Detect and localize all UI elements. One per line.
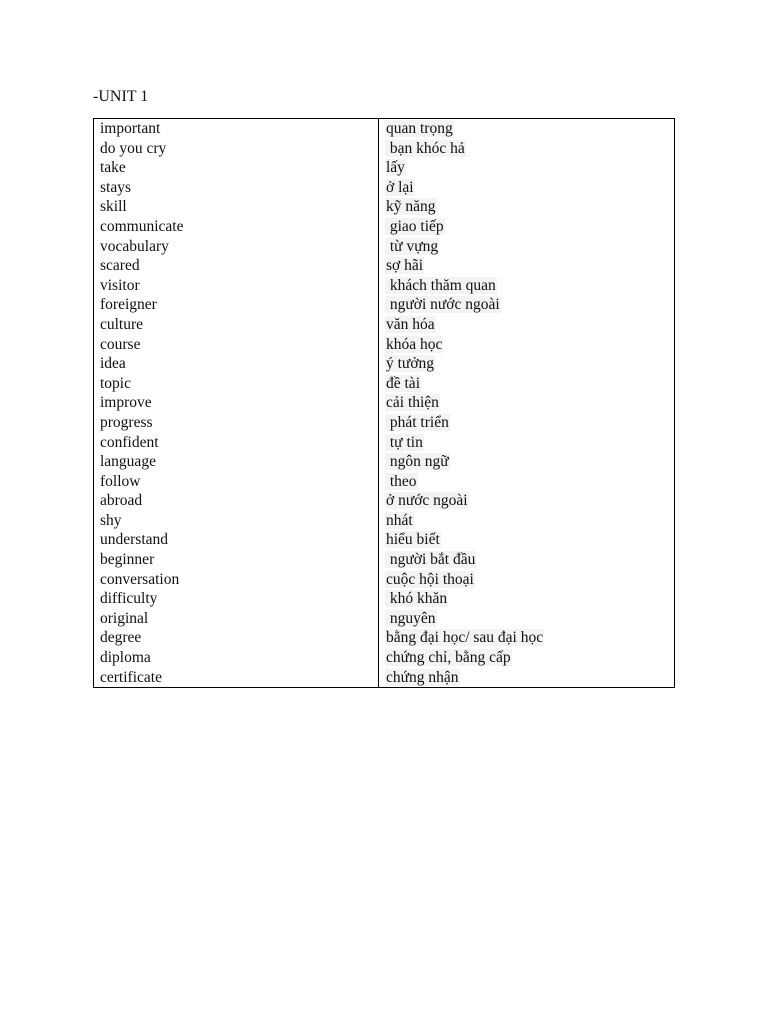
table-row [94, 119, 675, 139]
vietnamese-translation: bằng đại học/ sau đại học [386, 629, 544, 647]
vietnamese-translation: cải thiện [386, 394, 439, 412]
english-word-cell [94, 413, 379, 433]
vietnamese-translation-cell [379, 511, 675, 531]
english-word-cell [94, 139, 379, 159]
table-row [94, 393, 675, 413]
table-row [94, 178, 675, 198]
english-word: skill [100, 198, 127, 216]
english-word-cell [94, 511, 379, 531]
vietnamese-translation-cell [379, 276, 675, 296]
table-row [94, 472, 675, 492]
vietnamese-translation-cell [379, 530, 675, 550]
english-word: conversation [100, 570, 180, 588]
vietnamese-translation: cuộc hội thoại [386, 570, 474, 588]
vietnamese-translation: lấy [386, 159, 405, 177]
table-row [94, 648, 675, 668]
english-word: vocabulary [100, 237, 169, 255]
english-word-cell [94, 472, 379, 492]
english-word-cell [94, 668, 379, 688]
vietnamese-translation: văn hóa [386, 315, 435, 333]
english-word: diploma [100, 649, 151, 667]
vietnamese-translation-cell [379, 178, 675, 198]
vietnamese-translation: chứng chỉ, bằng cấp [386, 649, 511, 667]
english-word-cell [94, 256, 379, 276]
vietnamese-translation: nguyên [386, 609, 436, 627]
english-word-cell [94, 589, 379, 609]
vietnamese-translation-cell [379, 237, 675, 257]
english-word: improve [100, 394, 152, 412]
english-word: take [100, 159, 126, 177]
table-row [94, 276, 675, 296]
vietnamese-translation: giao tiếp [386, 217, 444, 235]
vietnamese-translation: người bắt đầu [386, 551, 476, 569]
vietnamese-translation-cell [379, 648, 675, 668]
table-row [94, 570, 675, 590]
vietnamese-translation: theo [386, 472, 417, 490]
vietnamese-translation-cell [379, 550, 675, 570]
english-word-cell [94, 648, 379, 668]
vietnamese-translation: khách thăm quan [386, 276, 496, 294]
vietnamese-translation-cell [379, 197, 675, 217]
vietnamese-translation: phát triển [386, 413, 449, 431]
vietnamese-translation-cell [379, 315, 675, 335]
english-word-cell [94, 393, 379, 413]
english-word: certificate [100, 668, 162, 686]
english-word-cell [94, 178, 379, 198]
english-word-cell [94, 491, 379, 511]
english-word: beginner [100, 551, 155, 569]
english-word-cell [94, 295, 379, 315]
vietnamese-translation-cell [379, 668, 675, 688]
english-word-cell [94, 315, 379, 335]
english-word-cell [94, 609, 379, 629]
english-word-cell [94, 433, 379, 453]
english-word-cell [94, 354, 379, 374]
english-word: scared [100, 257, 140, 275]
table-row [94, 354, 675, 374]
english-word-cell [94, 158, 379, 178]
vietnamese-translation: sợ hãi [386, 257, 424, 275]
table-row [94, 433, 675, 453]
vietnamese-translation-cell [379, 628, 675, 648]
table-row [94, 217, 675, 237]
english-word-cell [94, 217, 379, 237]
vocabulary-table-body [94, 119, 675, 688]
vietnamese-translation-cell [379, 472, 675, 492]
vietnamese-translation: chứng nhận [386, 668, 459, 686]
vietnamese-translation-cell [379, 139, 675, 159]
vietnamese-translation-cell [379, 295, 675, 315]
english-word: confident [100, 433, 159, 451]
table-row [94, 550, 675, 570]
english-word-cell [94, 335, 379, 355]
table-row [94, 413, 675, 433]
vietnamese-translation-cell [379, 491, 675, 511]
english-word: degree [100, 629, 142, 647]
english-word: stays [100, 178, 131, 196]
table-row [94, 295, 675, 315]
vietnamese-translation-cell [379, 570, 675, 590]
vietnamese-translation: ngôn ngữ [386, 453, 449, 471]
english-word: communicate [100, 217, 184, 235]
table-row [94, 452, 675, 472]
english-word: visitor [100, 276, 140, 294]
english-word: important [100, 120, 161, 137]
table-row [94, 197, 675, 217]
english-word: foreigner [100, 296, 157, 314]
english-word: progress [100, 413, 153, 431]
english-word-cell [94, 530, 379, 550]
vietnamese-translation: từ vựng [386, 237, 439, 255]
table-row [94, 609, 675, 629]
table-row [94, 530, 675, 550]
table-row [94, 491, 675, 511]
english-word-cell [94, 374, 379, 394]
english-word: idea [100, 355, 126, 373]
english-word: abroad [100, 492, 143, 510]
vietnamese-translation-cell [379, 452, 675, 472]
vietnamese-translation: ý tưởng [386, 355, 435, 373]
english-word: do you cry [100, 139, 167, 157]
table-row [94, 628, 675, 648]
vietnamese-translation: khó khăn [386, 590, 448, 608]
vietnamese-translation: ở lại [386, 178, 414, 196]
unit-heading: -UNIT 1 [93, 88, 149, 105]
english-word: shy [100, 511, 122, 529]
english-word-cell [94, 550, 379, 570]
vietnamese-translation-cell [379, 609, 675, 629]
vietnamese-translation: khóa học [386, 335, 443, 353]
vietnamese-translation-cell [379, 413, 675, 433]
vietnamese-translation: tự tin [386, 433, 423, 451]
english-word: language [100, 453, 156, 471]
vietnamese-translation: kỹ năng [386, 198, 436, 216]
vietnamese-translation-cell [379, 158, 675, 178]
english-word-cell [94, 237, 379, 257]
english-word-cell [94, 119, 379, 139]
vocabulary-table [93, 118, 675, 688]
vietnamese-translation: hiểu biết [386, 531, 440, 549]
vietnamese-translation: quan trọng [386, 120, 453, 137]
english-word: topic [100, 374, 131, 392]
vietnamese-translation-cell [379, 256, 675, 276]
table-row [94, 374, 675, 394]
english-word: original [100, 609, 149, 627]
english-word: follow [100, 472, 141, 490]
table-row [94, 237, 675, 257]
vietnamese-translation-cell [379, 354, 675, 374]
english-word-cell [94, 628, 379, 648]
vietnamese-translation-cell [379, 433, 675, 453]
vietnamese-translation-cell [379, 335, 675, 355]
english-word-cell [94, 452, 379, 472]
table-row [94, 668, 675, 688]
vietnamese-translation-cell [379, 589, 675, 609]
table-row [94, 256, 675, 276]
table-row [94, 139, 675, 159]
vietnamese-translation: nhát [386, 511, 413, 529]
table-row [94, 589, 675, 609]
vietnamese-translation-cell [379, 119, 675, 139]
table-row [94, 315, 675, 335]
english-word: understand [100, 531, 169, 549]
english-word: difficulty [100, 590, 158, 608]
table-row [94, 335, 675, 355]
english-word: course [100, 335, 141, 353]
vietnamese-translation-cell [379, 393, 675, 413]
vietnamese-translation: ở nước ngoài [386, 492, 468, 510]
english-word-cell [94, 276, 379, 296]
table-row [94, 158, 675, 178]
table-row [94, 511, 675, 531]
vietnamese-translation: đề tài [386, 374, 420, 392]
english-word: culture [100, 315, 144, 333]
english-word-cell [94, 197, 379, 217]
vietnamese-translation: người nước ngoài [386, 296, 500, 314]
vietnamese-translation: bạn khóc hả [386, 139, 465, 157]
english-word-cell [94, 570, 379, 590]
vietnamese-translation-cell [379, 374, 675, 394]
vietnamese-translation-cell [379, 217, 675, 237]
